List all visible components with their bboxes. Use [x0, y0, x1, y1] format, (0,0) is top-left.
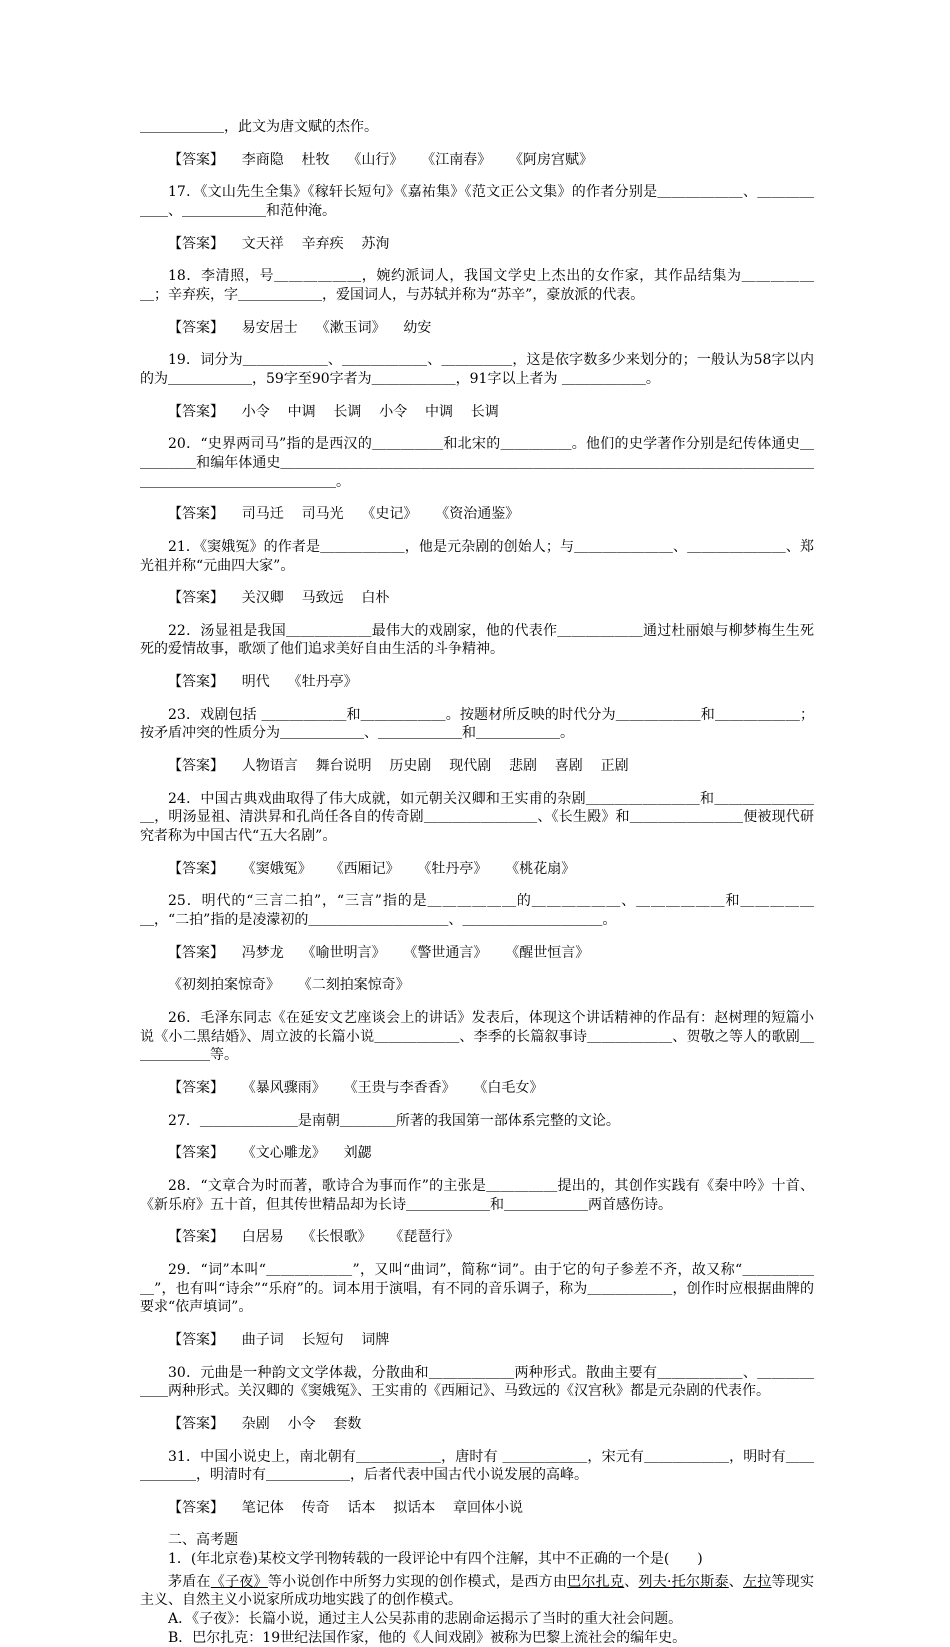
quote-text: 茅盾在 — [168, 1573, 211, 1590]
quote-paragraph — [140, 1573, 814, 1610]
quote-text: 等小说创作中所努力实现的创作模式，是西方由 — [267, 1573, 568, 1590]
answer-line: 【答案】 李商隐 杜牧 《山行》 《江南春》 《阿房宫赋》 — [168, 151, 594, 168]
answer-line: 【答案】 文天祥 辛弃疾 苏洵 — [168, 235, 390, 252]
question-line: 29．“词”本叫“＿＿＿＿＿＿”，又叫“曲词”，简称“词”。由于它的句子参差不齐，故又称“＿＿＿＿＿＿”，也有叫“诗余”“乐府”的。词本用于演唱，有不同的音乐调子，称为＿＿＿＿＿＿，创作时应根据曲牌的要求“依声填词”。 — [140, 1261, 814, 1316]
quote-text: 、 — [624, 1573, 639, 1590]
underlined-term: 巴尔扎克 — [567, 1573, 625, 1590]
question-line: ＿＿＿＿＿＿，此文为唐文赋的杰作。 — [140, 119, 378, 135]
option-a: A．《子夜》：长篇小说，通过主人公吴荪甫的悲剧命运揭示了当时的重大社会问题。 — [168, 1611, 683, 1628]
answer-line: 【答案】 《暴风骤雨》 《王贵与李香香》 《白毛女》 — [168, 1079, 544, 1096]
answer-line: 【答案】 司马迁 司马光 《史记》 《资治通鉴》 — [168, 506, 520, 523]
quote-text: 、 — [728, 1573, 744, 1590]
underlined-term: 《子夜》 — [210, 1573, 268, 1590]
answer-line: 【答案】 曲子词 长短句 词牌 — [168, 1331, 390, 1348]
answer-line: 【答案】 易安居士 《漱玉词》 幼安 — [168, 319, 432, 336]
answer-line: 【答案】 人物语言 舞台说明 历史剧 现代剧 悲剧 喜剧 正剧 — [168, 758, 629, 775]
answer-line: 【答案】 《文心雕龙》 刘勰 — [168, 1145, 372, 1162]
question-line: 18．李清照，号＿＿＿＿＿＿，婉约派词人，我国文学史上杰出的女作家，其作品结集为＿＿＿＿＿＿；辛弃疾，字＿＿＿＿＿＿，爱国词人，与苏轼并称为“苏辛”，豪放派的代表。 — [140, 268, 814, 303]
answer-line: 【答案】 杂剧 小令 套数 — [168, 1415, 362, 1432]
answer-line: 【答案】 小令 中调 长调 小令 中调 长调 — [168, 403, 499, 420]
question-line: 21．《窦娥冤》的作者是＿＿＿＿＿＿，他是元杂剧的创始人；与＿＿＿＿＿＿＿、＿＿＿＿＿＿＿、郑光祖并称“元曲四大家”。 — [140, 538, 814, 574]
question-line: 1．(年北京卷)某校文学刊物转载的一段评论中有四个注解，其中不正确的一个是( ) — [168, 1551, 703, 1568]
option-b: B．巴尔扎克：19世纪法国作家，他的《人间戏剧》被称为巴黎上流社会的编年史。 — [168, 1629, 687, 1646]
question-line: 二、高考题 — [168, 1532, 238, 1549]
question-list — [140, 118, 814, 1569]
quote-text: 等现实主义、自然主义小说家所成功地实践了的创作模式。 — [140, 1573, 815, 1609]
question-line: 26．毛泽东同志《在延安文艺座谈会上的讲话》发表后，体现这个讲话精神的作品有：赵树理的短篇小说《小二黑结婚》、周立波的长篇小说＿＿＿＿＿＿、李季的长篇叙事诗＿＿＿＿＿＿、贺敬之等人的歌剧＿＿＿＿＿＿等。 — [140, 1010, 814, 1064]
question-line: 22．汤显祖是我国＿＿＿＿＿＿最伟大的戏剧家，他的代表作＿＿＿＿＿＿通过杜丽娘与柳梦梅生生死死的爱情故事，歌颂了他们追求美好自由生活的斗争精神。 — [140, 622, 814, 658]
document-page — [140, 118, 814, 1647]
question-line: 28．“文章合为时而著，歌诗合为事而作”的主张是＿＿＿＿＿提出的，其创作实践有《秦中吟》十首、《新乐府》五十首，但其传世精品却为长诗＿＿＿＿＿＿和＿＿＿＿＿＿两首感伤诗。 — [140, 1177, 814, 1213]
question-line: 19．词分为＿＿＿＿＿＿、＿＿＿＿＿＿、＿＿＿＿＿，这是依字数多少来划分的；一般认为58字以内的为＿＿＿＿＿＿，59字至90字者为＿＿＿＿＿＿，91字以上者为 ＿＿＿＿＿＿。 — [140, 352, 814, 387]
answer-line: 【答案】 明代 《牡丹亭》 — [168, 674, 358, 691]
question-line: 31．中国小说史上，南北朝有＿＿＿＿＿＿，唐时有 ＿＿＿＿＿＿，宋元有＿＿＿＿＿＿，明时有＿＿＿＿＿＿，明清时有＿＿＿＿＿＿，后者代表中国古代小说发展的高峰。 — [140, 1448, 814, 1484]
question-line: 27．＿＿＿＿＿＿＿是南朝＿＿＿＿所著的我国第一部体系完整的文论。 — [168, 1112, 620, 1129]
underlined-term: 左拉 — [743, 1573, 772, 1590]
answer-line: 《初刻拍案惊奇》 《二刻拍案惊奇》 — [168, 977, 410, 994]
underlined-term: 列夫·托尔斯泰 — [638, 1573, 729, 1590]
question-line: 24．中国古典戏曲取得了伟大成就，如元朝关汉卿和王实甫的杂剧＿＿＿＿＿＿＿＿和＿＿＿＿＿＿＿＿，明汤显祖、清洪昇和孔尚任各自的传奇剧＿＿＿＿＿＿＿＿、《长生殿》和＿＿＿＿＿＿＿＿便被现代研究者称为中国古代“五大名剧”。 — [140, 790, 814, 845]
question-line: 23．戏剧包括 ＿＿＿＿＿＿和＿＿＿＿＿＿。按题材所反映的时代分为＿＿＿＿＿＿和＿＿＿＿＿＿；按矛盾冲突的性质分为＿＿＿＿＿＿、＿＿＿＿＿＿和＿＿＿＿＿＿。 — [140, 706, 814, 742]
question-line: 20．“史界两司马”指的是西汉的＿＿＿＿＿和北宋的＿＿＿＿＿。他们的史学著作分别是纪传体通史＿＿＿＿＿和编年体通史＿＿＿＿＿＿＿＿＿＿＿＿＿＿＿＿＿＿＿＿＿＿＿＿＿＿＿＿＿＿＿＿＿＿＿＿＿＿＿＿＿＿＿＿＿＿＿＿＿＿＿＿。 — [140, 436, 814, 490]
question-line: 30．元曲是一种韵文文学体裁，分散曲和＿＿＿＿＿＿两种形式。散曲主要有＿＿＿＿＿＿、＿＿＿＿＿＿两种形式。关汉卿的《窦娥冤》、王实甫的《西厢记》、马致远的《汉宫秋》都是元杂剧的代表作。 — [140, 1364, 814, 1400]
question-line: 17．《文山先生全集》《稼轩长短句》《嘉祐集》《范文正公文集》的作者分别是＿＿＿＿＿＿、＿＿＿＿＿＿、＿＿＿＿＿＿和范仲淹。 — [140, 184, 814, 219]
question-line: 25．明代的“三言二拍”，“三言”指的是＿＿＿＿＿＿的＿＿＿＿＿＿、＿＿＿＿＿＿和＿＿＿＿＿＿，“二拍”指的是凌濛初的＿＿＿＿＿＿＿＿＿＿、＿＿＿＿＿＿＿＿＿＿。 — [140, 893, 814, 929]
answer-line: 【答案】 关汉卿 马致远 白朴 — [168, 590, 390, 607]
answer-line: 【答案】 冯梦龙 《喻世明言》 《警世通言》 《醒世恒言》 — [168, 944, 590, 961]
answer-line: 【答案】 笔记体 传奇 话本 拟话本 章回体小说 — [168, 1499, 524, 1516]
answer-line: 【答案】 白居易 《长恨歌》 《琵琶行》 — [168, 1229, 460, 1246]
answer-line: 【答案】 《窦娥冤》 《西厢记》 《牡丹亭》 《桃花扇》 — [168, 860, 576, 877]
